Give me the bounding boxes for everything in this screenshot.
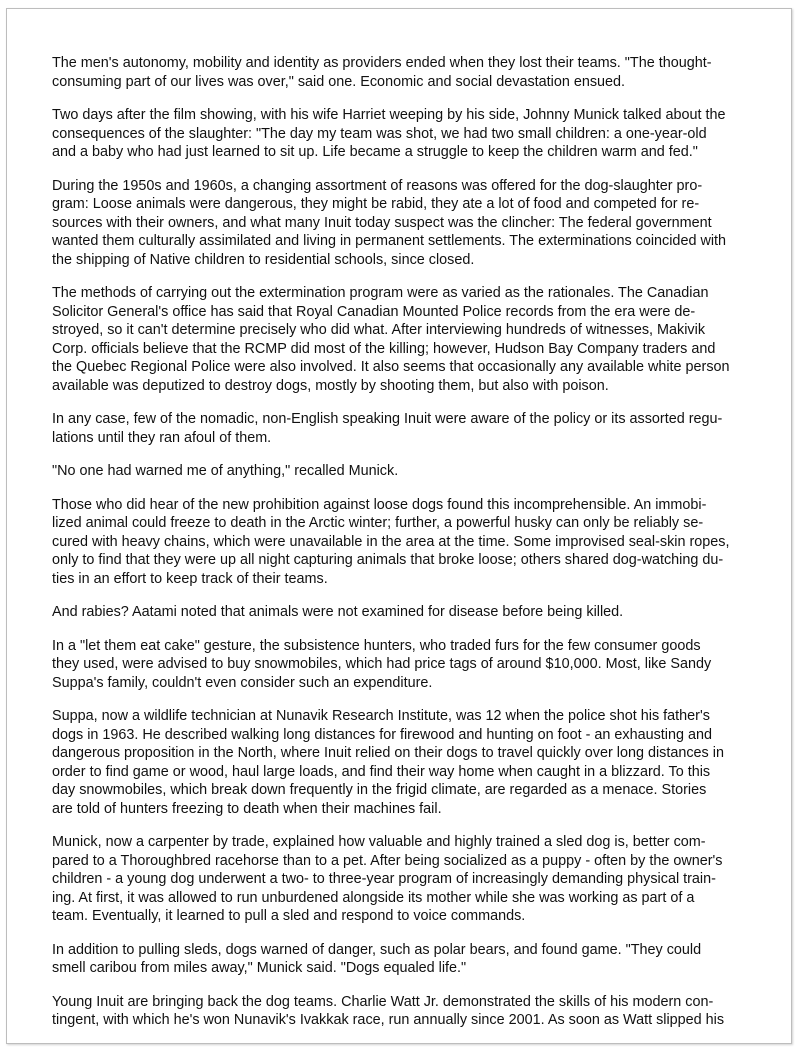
text-line: gram: Loose animals were dangerous, they might be rabid, they ate a lot of food and competed for re- (52, 196, 700, 212)
paragraph (52, 106, 772, 162)
text-line: ing. At first, it was allowed to run unburdened alongside its mother while she was working as part of a (52, 889, 695, 906)
text-line: ties in an effort to keep track of their teams. (52, 570, 328, 587)
text-line: consuming part of our lives was over," said one. Economic and social devastation ensued. (52, 73, 626, 90)
text-line: the Quebec Regional Police were also involved. It also seems that occasionally any available white person (52, 359, 730, 375)
paragraph (52, 54, 772, 91)
text-line: team. Eventually, it learned to pull a sled and respond to voice commands. (52, 908, 526, 924)
text-line: Young Inuit are bringing back the dog teams. Charlie Watt Jr. demonstrated the skills of his modern con- (52, 993, 714, 1010)
paragraph (52, 284, 772, 395)
text-line: and a baby who had just learned to sit up. Life became a struggle to keep the children warm and fed." (52, 144, 698, 160)
text-line: lized animal could freeze to death in the Arctic winter; further, a powerful husky can only be reliably se- (52, 515, 704, 531)
text-line: Corp. officials believe that the RCMP did most of the killing; however, Hudson Bay Company traders and (52, 340, 716, 357)
text-line: consequences of the slaughter: "The day my team was shot, we had two small children: a one-year-old (52, 125, 707, 142)
text-line: dangerous proposition in the North, where Inuit relied on their dogs to travel quickly over long distances in (52, 745, 724, 761)
text-line: Those who did hear of the new prohibition against loose dogs found this incomprehensible. An immobi- (52, 496, 707, 513)
text-line: During the 1950s and 1960s, a changing assortment of reasons was offered for the dog-slaughter pro- (52, 177, 703, 194)
text-line: they used, were advised to buy snowmobiles, which had price tags of around $10,000. Most, like Sandy (52, 656, 712, 672)
text-line: pared to a Thoroughbred racehorse than to a pet. After being socialized as a puppy - often by the owner's (52, 852, 723, 869)
text-line: sources with their owners, and what many Inuit today suspect was the clincher: The federal government (52, 214, 712, 231)
text-line: tingent, with which he's won Nunavik's Ivakkak race, run annually since 2001. As soon as Watt slipped his (52, 1012, 725, 1028)
article-body (52, 54, 772, 1045)
text-line: And rabies? Aatami noted that animals were not examined for disease before being killed. (52, 604, 624, 620)
text-line: available was deputized to destroy dogs, mostly by shooting them, but also with poison. (52, 377, 609, 394)
text-line: the shipping of Native children to residential schools, since closed. (52, 251, 475, 268)
text-line: day snowmobiles, which break down frequently in the frigid climate, are regarded as a menace. Stories (52, 782, 707, 798)
text-line: children - a young dog underwent a two- to three-year program of increasingly demanding physical train- (52, 871, 716, 887)
text-line: The methods of carrying out the extermination program were as varied as the rationales. The Canadian (52, 285, 709, 301)
text-line: In addition to pulling sleds, dogs warned of danger, such as polar bears, and found game. "They could (52, 941, 702, 958)
text-line: dogs in 1963. He described walking long distances for firewood and hunting on foot - an exhausting and (52, 726, 713, 743)
paragraph (52, 496, 772, 589)
paragraph (52, 637, 772, 693)
paragraph (52, 177, 772, 270)
paragraph (52, 941, 772, 978)
text-line: smell caribou from miles away," Munick said. "Dogs equaled life." (52, 960, 467, 976)
paragraph (52, 603, 772, 622)
text-line: The men's autonomy, mobility and identity as providers ended when they lost their teams. "The thought- (52, 55, 712, 71)
text-line: order to find game or wood, haul large loads, and find their way home when caught in a blizzard. To this (52, 763, 711, 780)
text-line: cured with heavy chains, which were unavailable in the area at the time. Some improvised seal-skin ropes, (52, 533, 730, 550)
text-line: Two days after the film showing, with his wife Harriet weeping by his side, Johnny Munick talked about the (52, 107, 726, 123)
paragraph (52, 707, 772, 818)
text-line: "No one had warned me of anything," recalled Munick. (52, 463, 399, 479)
paragraph (52, 462, 772, 481)
text-line: stroyed, so it can't determine precisely who did what. After interviewing hundreds of witnesses, Makivik (52, 322, 706, 338)
paragraph (52, 833, 772, 926)
paragraph (52, 410, 772, 447)
document-page (6, 8, 792, 1044)
text-line: Solicitor General's office has said that Royal Canadian Mounted Police records from the era were de- (52, 303, 696, 320)
text-line: In any case, few of the nomadic, non-English speaking Inuit were aware of the policy or its assorted regu- (52, 411, 723, 427)
paragraph (52, 993, 772, 1030)
text-line: Suppa, now a wildlife technician at Nunavik Research Institute, was 12 when the police shot his father's (52, 708, 710, 724)
text-line: only to find that they were up all night capturing animals that broke loose; others shared dog-watching du- (52, 552, 724, 568)
text-line: lations until they ran afoul of them. (52, 429, 272, 446)
text-line: wanted them culturally assimilated and living in permanent settlements. The exterminations coincided with (52, 233, 727, 249)
text-line: are told of hunters freezing to death when their machines fail. (52, 800, 442, 817)
text-line: In a "let them eat cake" gesture, the subsistence hunters, who traded furs for the few consumer goods (52, 637, 701, 654)
text-line: Suppa's family, couldn't even consider such an expenditure. (52, 674, 433, 691)
text-line: Munick, now a carpenter by trade, explained how valuable and highly trained a sled dog is, better com- (52, 834, 706, 850)
